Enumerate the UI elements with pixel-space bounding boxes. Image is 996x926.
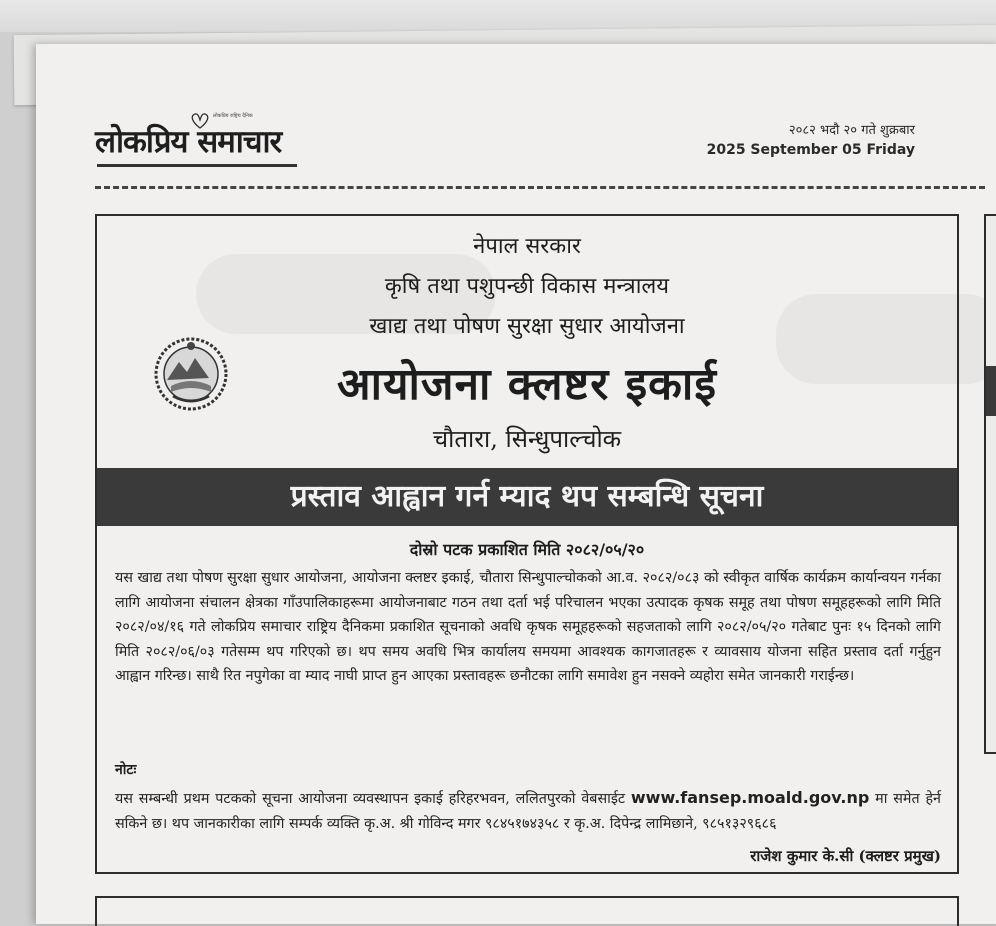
logo-text: लोकप्रिय समाचार: [95, 124, 282, 160]
next-article-border: [95, 896, 959, 926]
government-heading: नेपाल सरकार: [473, 234, 581, 259]
adjacent-column: [984, 214, 996, 754]
unit-heading: आयोजना क्लष्टर इकाई: [337, 359, 717, 410]
note-text-part-1: यस सम्बन्धी प्रथम पटकको सूचना आयोजना व्यवस्थापन इकाई हरिहरभवन, ललितपुरको वेबसाईट: [115, 791, 626, 807]
publish-date: दोस्रो पटक प्रकाशित मिति २०८२/०५/२०: [409, 540, 645, 559]
website-link[interactable]: www.fansep.moald.gov.np: [630, 788, 870, 807]
project-heading: खाद्य तथा पोषण सुरक्षा सुधार आयोजना: [369, 314, 685, 339]
masthead: [95, 112, 925, 182]
ministry-heading: कृषि तथा पशुपन्छी विकास मन्त्रालय: [384, 274, 670, 299]
logo-tagline: लोकप्रिय राष्ट्रिय दैनिक: [213, 113, 253, 119]
date-english: 2025 September 05 Friday: [706, 142, 915, 158]
logo-underline: [97, 164, 297, 167]
note-text-part-2: मा समेत हेर्न सकिने छ। थप जानकारीका लागि सम्पर्क व्यक्ति कृ.अ. श्री गोविन्द मगर ९८४५१७४३५८ र कृ.अ. दिपेन्द्र लामिछाने, ९८५१३२९६८६: [115, 791, 941, 832]
adjacent-column-band: [986, 366, 996, 416]
newspaper-logo: [95, 112, 305, 180]
note-label: नोटः: [115, 762, 137, 778]
signature: राजेश कुमार के.सी (क्लष्टर प्रमुख): [750, 847, 941, 865]
notice-box: [95, 214, 959, 874]
notice-banner: प्रस्ताव आह्वान गर्न म्याद थप सम्बन्धि सूचना: [97, 468, 957, 526]
note-text: [115, 786, 941, 836]
issue-date: [707, 120, 915, 158]
dashed-separator: [95, 186, 985, 189]
notice-body: यस खाद्य तथा पोषण सुरक्षा सुधार आयोजना, आयोजना क्लष्टर इकाई, चौतारा सिन्धुपाल्चोकको आ.व. २०८२/०८३ को स्वीकृत वार्षिक कार्यक्रम कार्यान्वयन गर्नका लागि आयोजना संचालन क्षेत्रका गाँउपालिकाहरूमा आयोजनाबाट गठन तथा दर्ता भई परिचालन भएका उत्पादक कृषक समूह तथा पोषण समूहहरूको लागि मिति २०८२/०४/१६ गते लोकप्रिय समाचार राष्ट्रिय दैनिकमा प्रकाशित सूचनाको अवधि कृषक समूहहरूको सहजताको लागि २०८२/०५/२० गतेबाट पुनः १५ दिनको लागि मिति २०८२/०६/०३ गतेसम्म थप गरिएको छ। थप समय अवधि भित्र कार्यालय समयमा आवश्यक कागजातहरू र व्यावसाय योजना सहित प्रस्ताव दर्ता गर्नुहुन आह्वान गरिन्छ। साथै रित नपुगेका वा म्याद नाघी प्राप्त हुन आएका प्रस्तावहरू छनौटका लागि समावेश हुन नसक्ने व्यहोरा समेत जानकारी गराईन्छ।: [115, 570, 941, 685]
date-nepali: २०८२ भदौ २० गते शुक्रबार: [788, 123, 915, 138]
location-heading: चौतारा, सिन्धुपाल्चोक: [432, 425, 622, 453]
